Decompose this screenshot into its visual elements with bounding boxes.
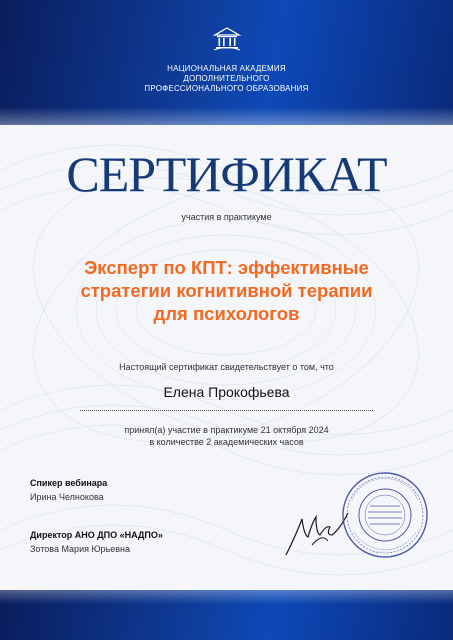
participation-line: принял(а) участие в практикуме 21 октября 2024 bbox=[124, 425, 329, 435]
certificate-statement: Настоящий сертификат свидетельствует о том, что bbox=[119, 362, 334, 372]
official-stamp bbox=[340, 470, 430, 560]
org-line: ПРОФЕССИОНАЛЬНОГО ОБРАЗОВАНИЯ bbox=[144, 84, 309, 93]
director-name: Зотова Мария Юрьевна bbox=[30, 544, 131, 554]
certificate-title: СЕРТИФИКАТ bbox=[66, 146, 387, 202]
certificate-subtitle: участия в практикуме bbox=[181, 212, 272, 222]
recipient-underline bbox=[80, 410, 373, 411]
participation-details bbox=[0, 424, 453, 448]
director-label: Директор АНО ДПО «НАДПО» bbox=[30, 530, 163, 540]
header-band bbox=[0, 0, 453, 125]
org-line: НАЦИОНАЛЬНАЯ АКАДЕМИЯ bbox=[167, 64, 286, 73]
course-title bbox=[20, 256, 433, 325]
course-line: Эксперт по КПТ: эффективные bbox=[84, 257, 369, 278]
speaker-label: Спикер вебинара bbox=[30, 478, 108, 488]
organization-name bbox=[0, 64, 453, 94]
academy-building-icon bbox=[211, 26, 243, 52]
participation-line: в количестве 2 академических часов bbox=[149, 437, 304, 447]
footer-band bbox=[0, 590, 453, 640]
course-line: для психологов bbox=[153, 303, 300, 324]
course-line: стратегии когнитивной терапии bbox=[80, 280, 373, 301]
org-line: ДОПОЛНИТЕЛЬНОГО bbox=[183, 74, 270, 83]
speaker-name: Ирина Челнокова bbox=[30, 492, 104, 502]
recipient-name: Елена Прокофьева bbox=[163, 384, 290, 400]
